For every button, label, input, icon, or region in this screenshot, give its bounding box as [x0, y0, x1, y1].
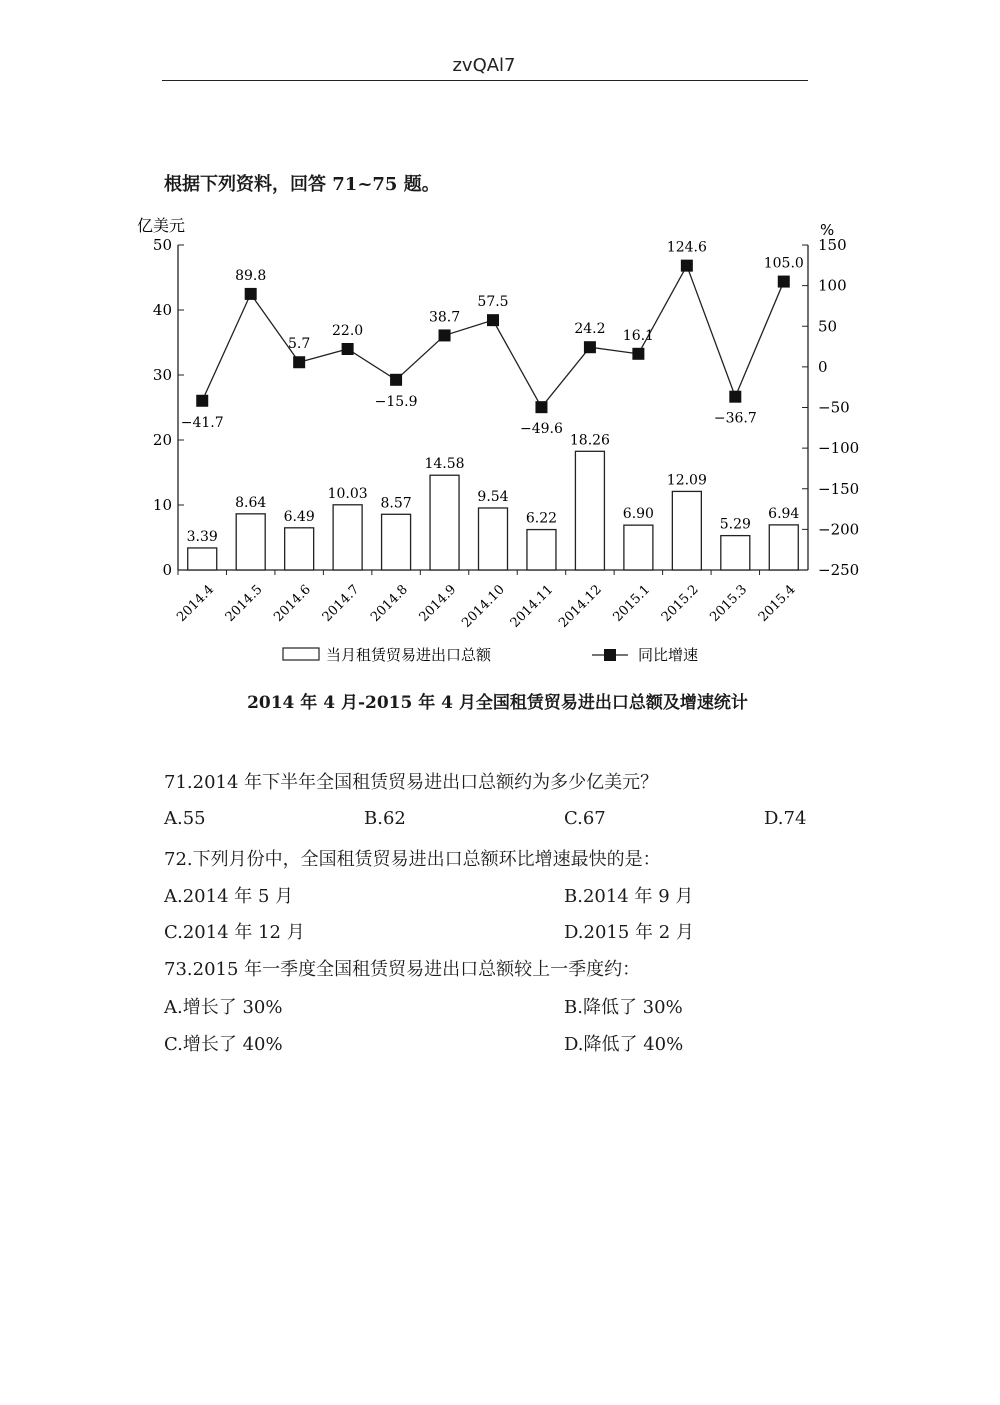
growth-value-label: −41.7	[180, 414, 224, 431]
bar	[575, 451, 604, 570]
growth-point	[535, 401, 547, 413]
growth-value-label: 57.5	[477, 294, 509, 311]
growth-value-label: 105.0	[763, 255, 804, 272]
bar-value-label: 8.57	[380, 495, 412, 512]
bar-value-label: 8.64	[235, 494, 267, 511]
bar	[285, 528, 314, 570]
growth-point	[778, 276, 790, 288]
bar-value-label: 3.39	[186, 528, 218, 545]
growth-point	[487, 314, 499, 326]
bar-value-label: 10.03	[327, 485, 368, 502]
bar	[769, 525, 798, 570]
bar-value-label: 18.26	[569, 432, 610, 449]
bar-value-label: 12.09	[666, 472, 707, 489]
growth-value-label: −15.9	[374, 393, 418, 410]
x-axis-tick-label: 2014.5	[222, 582, 266, 626]
bar-value-label: 5.29	[719, 516, 751, 533]
x-axis-tick-label: 2014.8	[368, 582, 411, 626]
x-axis-tick-label: 2014.9	[416, 582, 460, 626]
x-axis-tick-label: 2015.1	[610, 582, 654, 626]
growth-point	[196, 395, 208, 407]
question-73-option-a: A.增长了 30%	[164, 997, 283, 1018]
bar	[624, 525, 653, 570]
bar	[721, 536, 750, 570]
question-71-option-c: C.67	[564, 808, 606, 829]
bar-value-label: 9.54	[477, 488, 509, 505]
right-axis-tick-label: 50	[818, 317, 838, 336]
bar	[672, 491, 701, 570]
growth-value-label: 89.8	[235, 267, 267, 284]
growth-point	[245, 288, 257, 300]
question-73-option-c: C.增长了 40%	[164, 1034, 283, 1055]
right-axis-tick-label: −250	[818, 561, 860, 579]
bar-value-label: 6.90	[622, 506, 654, 523]
growth-point	[584, 341, 596, 353]
question-72-option-c: C.2014 年 12 月	[164, 922, 305, 943]
question-71-option-d: D.74	[764, 808, 807, 829]
bar	[430, 475, 459, 570]
question-72-option-a: A.2014 年 5 月	[164, 886, 294, 907]
right-axis-tick-label: 150	[818, 236, 847, 254]
growth-point	[342, 343, 354, 355]
bar	[236, 514, 265, 570]
x-axis-tick-label: 2014.7	[319, 582, 363, 626]
right-axis-tick-label: −50	[818, 398, 850, 417]
bar	[479, 508, 508, 570]
right-axis-tick-label: −150	[818, 479, 860, 498]
header-code: zvQAl7	[452, 55, 516, 76]
growth-value-label: 16.1	[622, 327, 654, 344]
bar	[382, 514, 411, 570]
right-axis-tick-label: 100	[818, 276, 847, 295]
growth-point	[729, 391, 741, 403]
left-axis-tick-label: 50	[152, 236, 172, 254]
x-axis-tick-label: 2014.12	[556, 582, 605, 631]
growth-point	[632, 348, 644, 360]
right-axis-tick-label: −100	[818, 439, 860, 458]
growth-value-label: 24.2	[574, 321, 606, 338]
growth-point	[293, 356, 305, 368]
bar-value-label: 14.58	[424, 456, 465, 473]
question-72-stem: 72.下列月份中，全国租赁贸易进出口总额环比增速最快的是：	[164, 849, 661, 870]
left-axis-tick-label: 20	[152, 431, 172, 449]
x-axis-tick-label: 2015.2	[658, 582, 702, 626]
intro-text: 根据下列资料，回答 71~75 题。	[164, 174, 440, 195]
left-axis-tick-label: 0	[162, 561, 172, 579]
bar	[333, 505, 362, 570]
growth-value-label: 22.0	[332, 323, 364, 339]
legend-bar-label: 当月租赁贸易进出口总额	[326, 646, 492, 664]
growth-value-label: 5.7	[288, 336, 311, 353]
growth-point	[439, 329, 451, 341]
bar	[527, 530, 556, 570]
growth-value-label: 124.6	[666, 239, 707, 256]
bar	[188, 548, 217, 570]
chart-title: 2014 年 4 月-2015 年 4 月全国租赁贸易进出口总额及增速统计	[247, 693, 748, 713]
left-axis-unit: 亿美元	[137, 216, 186, 235]
legend-bar-swatch	[283, 648, 319, 660]
x-axis-tick-label: 2015.3	[707, 582, 751, 626]
question-71-option-a: A.55	[164, 808, 206, 829]
question-73-stem: 73.2015 年一季度全国租赁贸易进出口总额较上一季度约：	[164, 959, 641, 980]
chart	[0, 0, 1000, 680]
question-71-stem: 71.2014 年下半年全国租赁贸易进出口总额约为多少亿美元？	[164, 772, 659, 793]
x-axis-tick-label: 2014.6	[271, 582, 314, 626]
bar-value-label: 6.49	[283, 508, 315, 525]
question-73-option-b: B.降低了 30%	[564, 997, 683, 1018]
left-axis-tick-label: 40	[152, 301, 172, 319]
left-axis-tick-label: 10	[152, 496, 172, 514]
growth-value-label: 38.7	[428, 309, 461, 326]
legend-line-label: 同比增速	[638, 646, 699, 664]
x-axis-tick-label: 2015.4	[755, 582, 799, 626]
right-axis-tick-label: −200	[818, 520, 860, 539]
growth-value-label: −49.6	[520, 421, 563, 438]
left-axis-tick-label: 30	[152, 366, 172, 384]
growth-point	[681, 260, 693, 272]
x-axis-tick-label: 2014.11	[507, 582, 557, 631]
bar-value-label: 6.22	[525, 510, 558, 527]
growth-value-label: −36.7	[713, 410, 757, 427]
question-73-option-d: D.降低了 40%	[564, 1034, 684, 1055]
x-axis-tick-label: 2014.10	[459, 582, 508, 631]
question-72-option-d: D.2015 年 2 月	[564, 922, 694, 943]
right-axis-unit: %	[820, 221, 835, 239]
legend-line-marker	[604, 649, 616, 661]
question-72-option-b: B.2014 年 9 月	[564, 886, 694, 907]
question-71-option-b: B.62	[364, 808, 406, 829]
bar-value-label: 6.94	[768, 505, 800, 522]
right-axis-tick-label: 0	[818, 357, 828, 376]
growth-point	[390, 374, 402, 386]
x-axis-tick-label: 2014.4	[174, 582, 218, 626]
